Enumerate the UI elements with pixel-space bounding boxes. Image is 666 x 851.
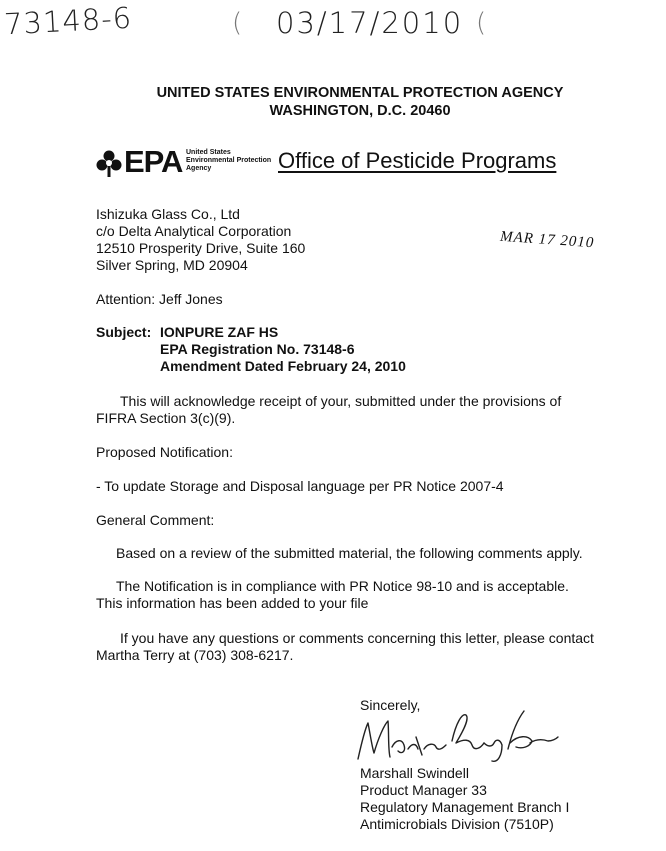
agency-heading xyxy=(100,84,620,120)
subject-label: Subject: xyxy=(96,324,152,340)
proposed-heading: Proposed Notification: xyxy=(96,444,233,460)
handwritten-date: 03/17/2010 xyxy=(276,6,464,40)
office-title: Office of Pesticide Programs xyxy=(278,148,557,173)
address-line2: c/o Delta Analytical Corporation xyxy=(96,223,292,239)
recipient-address xyxy=(96,206,305,274)
signer-title2: Regulatory Management Branch I xyxy=(360,799,570,815)
signature-image xyxy=(352,703,562,765)
epa-small-text xyxy=(186,149,271,173)
address-line4: Silver Spring, MD 20904 xyxy=(96,257,248,273)
general-heading: General Comment: xyxy=(96,512,215,528)
agency-line2: WASHINGTON, D.C. 20460 xyxy=(269,103,451,119)
date-stamp: MAR 17 2010 xyxy=(499,228,595,252)
scribble-right-icon: ( xyxy=(476,8,487,38)
subject-line3: Amendment Dated February 24, 2010 xyxy=(160,358,406,374)
proposed-item: - To update Storage and Disposal language per PR Notice 2007-4 xyxy=(96,478,504,494)
review-line: Based on a review of the submitted material, the following comments apply. xyxy=(116,545,583,561)
epa-flower-icon xyxy=(94,148,124,178)
signer-title1: Product Manager 33 xyxy=(360,782,487,798)
subject-block xyxy=(160,324,406,375)
address-line3: 12510 Prosperity Drive, Suite 160 xyxy=(96,240,306,256)
epa-small-line1: United States xyxy=(186,149,231,156)
agency-line1: UNITED STATES ENVIRONMENTAL PROTECTION AGENCY xyxy=(156,85,564,101)
epa-small-line3: Agency xyxy=(186,165,212,172)
epa-mark: EPA xyxy=(124,144,183,179)
subject-line1: IONPURE ZAF HS xyxy=(160,324,279,340)
compliance-line1: The Notification is in compliance with PR Notice 98-10 and is acceptable. xyxy=(116,578,569,594)
signer-name: Marshall Swindell xyxy=(360,765,469,781)
epa-small-line2: Environmental Protection xyxy=(186,157,272,164)
contact-line1: If you have any questions or comments concerning this letter, please contact xyxy=(120,630,594,646)
signature-block xyxy=(360,765,569,833)
subject-line2: EPA Registration No. 73148-6 xyxy=(160,341,355,357)
signer-title3: Antimicrobials Division (7510P) xyxy=(360,816,554,832)
sincerely: Sincerely, xyxy=(360,697,421,713)
contact-line2: Martha Terry at (703) 308-6217. xyxy=(96,647,294,663)
handwritten-reg-no: 73148-6 xyxy=(3,0,133,42)
address-line1: Ishizuka Glass Co., Ltd xyxy=(96,206,240,222)
attention-line: Attention: Jeff Jones xyxy=(96,291,223,307)
ack-line1: This will acknowledge receipt of your, submitted under the provisions of xyxy=(120,393,562,409)
ack-line2: FIFRA Section 3(c)(9). xyxy=(96,410,236,426)
compliance-line2: This information has been added to your file xyxy=(96,595,369,611)
epa-logo xyxy=(94,146,564,182)
scribble-left-icon: ( xyxy=(232,8,243,38)
